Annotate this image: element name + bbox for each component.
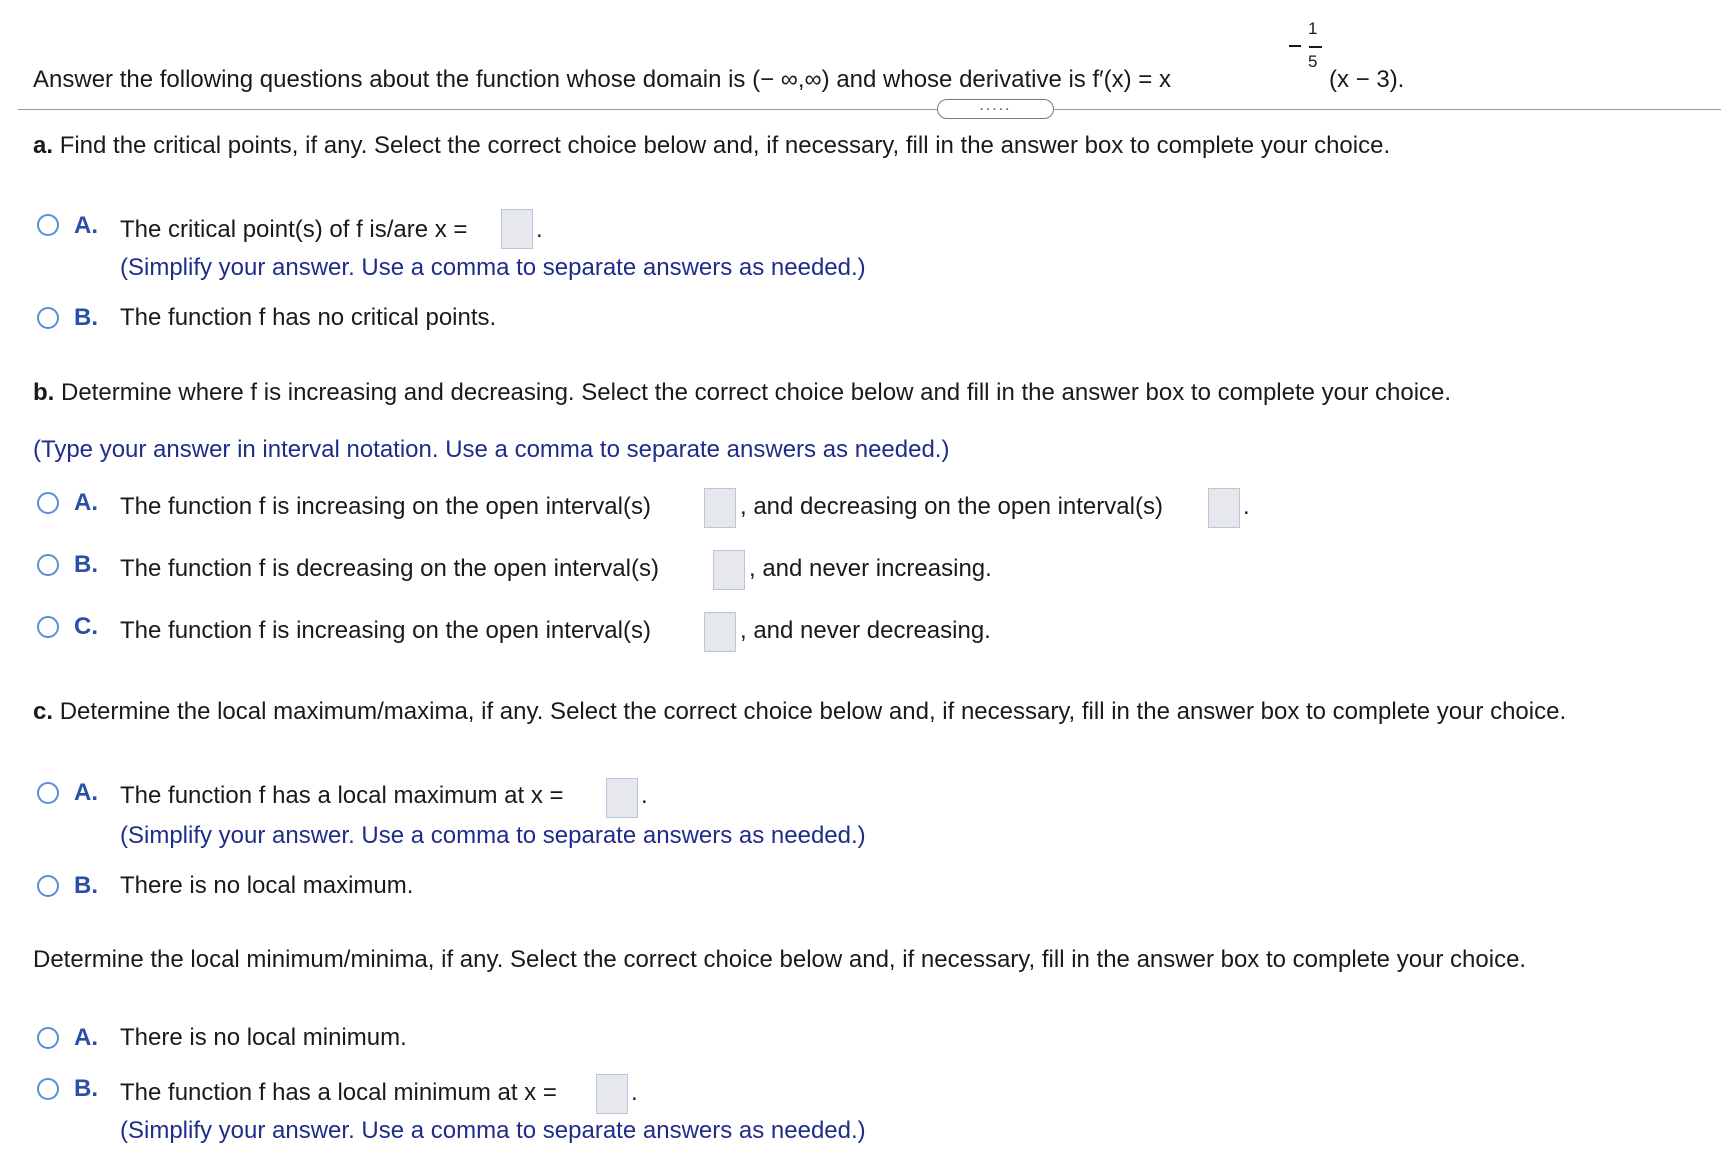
part-c-choice-a-hint: (Simplify your answer. Use a comma to separate answers as needed.): [120, 822, 866, 849]
question-prefix: Answer the following questions about the function whose domain is (− ∞,∞) and whose derivative is f′(x) = x: [33, 66, 1171, 93]
part-b-letter-c: C.: [74, 613, 98, 640]
part-b-radio-a[interactable]: [37, 492, 59, 514]
part-a-letter-b: B.: [74, 304, 98, 331]
part-b-letter-a: A.: [74, 489, 98, 516]
part-b-label: b.: [33, 379, 55, 406]
part-b-choice-a-text1: The function f is increasing on the open interval(s): [120, 493, 651, 520]
part-min-choice-b-hint: (Simplify your answer. Use a comma to separate answers as needed.): [120, 1117, 866, 1144]
part-b-choice-a-period: .: [1243, 493, 1250, 520]
part-c-choice-a-period: .: [641, 782, 648, 809]
part-min-choice-a-text: There is no local minimum.: [120, 1024, 407, 1051]
part-min-choice-b-period: .: [631, 1079, 638, 1106]
part-b-choice-b-text1: The function f is decreasing on the open interval(s): [120, 555, 659, 582]
part-min-letter-b: B.: [74, 1075, 98, 1102]
part-min-radio-b[interactable]: [37, 1078, 59, 1100]
part-c-prompt-text: Determine the local maximum/maxima, if any. Select the correct choice below and, if necessary, fill in the answer box to complete your choice.: [59, 698, 1567, 725]
expand-more-button[interactable]: .....: [937, 99, 1054, 119]
part-b-radio-c[interactable]: [37, 616, 59, 638]
part-c-letter-b: B.: [74, 872, 98, 899]
exponent-denominator: 5: [1308, 52, 1318, 71]
part-b-increasing-only-input[interactable]: [704, 612, 736, 652]
part-min-choice-b-text: The function f has a local minimum at x =: [120, 1079, 557, 1106]
exponent-fraction-bar: [1309, 46, 1322, 48]
part-b-decreasing-interval-input[interactable]: [1208, 488, 1240, 528]
part-b-hint: (Type your answer in interval notation. Use a comma to separate answers as needed.): [33, 436, 950, 463]
part-a-choice-b-text: The function f has no critical points.: [120, 304, 497, 331]
part-min-prompt: Determine the local minimum/minima, if any. Select the correct choice below and, if necessary, fill in the answer box to complete your choice.: [33, 946, 1527, 973]
part-a-radio-b[interactable]: [37, 307, 59, 329]
part-a-choice-a-hint: (Simplify your answer. Use a comma to separate answers as needed.): [120, 254, 866, 281]
part-a-choice-a-period: .: [536, 216, 543, 243]
part-b-radio-b[interactable]: [37, 554, 59, 576]
part-a-critical-points-input[interactable]: [501, 209, 533, 249]
exponent-minus-sign: [1289, 45, 1301, 47]
exponent-numerator: 1: [1308, 19, 1318, 38]
part-a-letter-a: A.: [74, 212, 98, 239]
part-b-prompt-text: Determine where f is increasing and decreasing. Select the correct choice below and fill in the answer box to complete your choice.: [61, 379, 1452, 406]
part-min-letter-a: A.: [74, 1024, 98, 1051]
part-c-choice-a-text: The function f has a local maximum at x =: [120, 782, 564, 809]
part-c-radio-a[interactable]: [37, 782, 59, 804]
part-b-increasing-interval-input[interactable]: [704, 488, 736, 528]
part-b-choice-c-text2: , and never decreasing.: [740, 617, 991, 644]
part-a-prompt-text: Find the critical points, if any. Select the correct choice below and, if necessary, fill in the answer box to complete your choice.: [59, 132, 1391, 159]
part-b-prompt: [33, 378, 1451, 408]
part-a-prompt: [33, 131, 1390, 161]
part-c-letter-a: A.: [74, 779, 98, 806]
part-b-decreasing-only-input[interactable]: [713, 550, 745, 590]
part-c-prompt: [33, 697, 1566, 727]
part-c-label: c.: [33, 698, 54, 725]
header-divider: [18, 109, 1721, 110]
part-a-radio-a[interactable]: [37, 214, 59, 236]
part-a-label: a.: [33, 132, 54, 159]
question-suffix: (x − 3).: [1329, 66, 1405, 93]
part-a-choice-a-text: The critical point(s) of f is/are x =: [120, 216, 468, 243]
part-b-choice-c-text1: The function f is increasing on the open interval(s): [120, 617, 651, 644]
part-c-choice-b-text: There is no local maximum.: [120, 872, 414, 899]
part-b-choice-b-text2: , and never increasing.: [749, 555, 992, 582]
part-c-radio-b[interactable]: [37, 875, 59, 897]
part-c-local-max-input[interactable]: [606, 778, 638, 818]
part-min-local-min-input[interactable]: [596, 1074, 628, 1114]
part-b-letter-b: B.: [74, 551, 98, 578]
part-b-choice-a-text2: , and decreasing on the open interval(s): [740, 493, 1163, 520]
part-min-radio-a[interactable]: [37, 1027, 59, 1049]
